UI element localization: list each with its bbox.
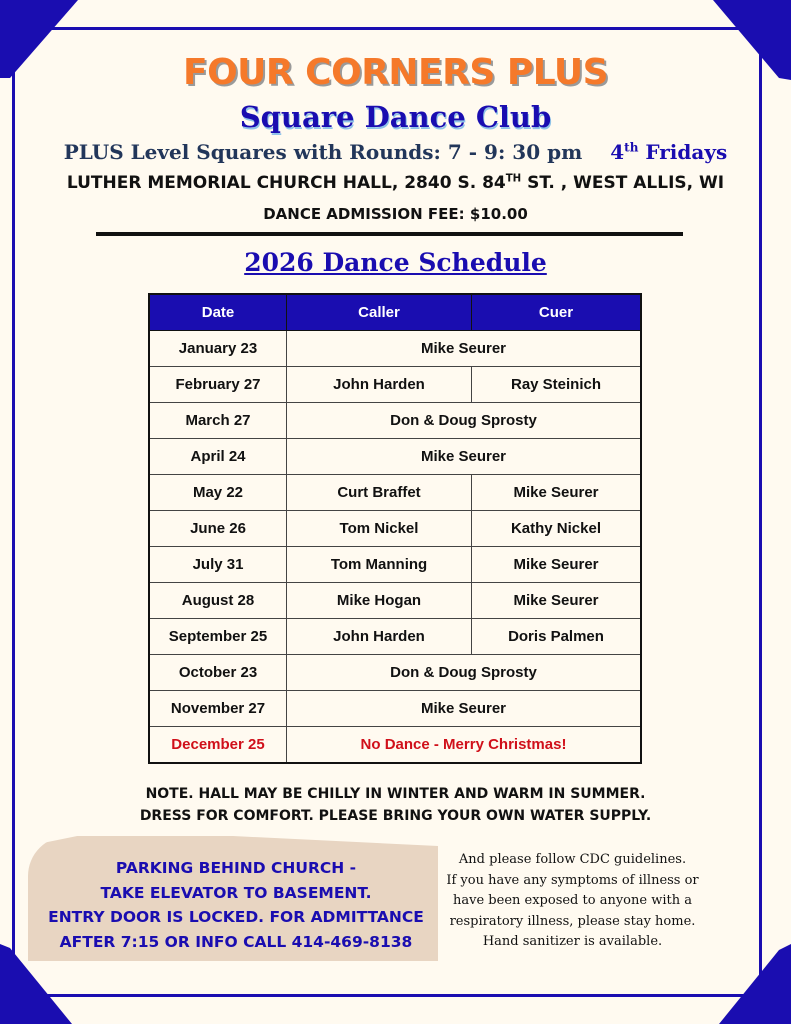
cuer-cell: Ray Steinich [472,367,642,403]
table-row [149,511,641,547]
frequency-sup: th [624,140,639,155]
caller-cell: Mike Hogan [287,583,472,619]
cuer-cell: Mike Seurer [472,475,642,511]
parking-line: PARKING BEHIND CHURCH - [115,859,357,877]
caller-cell: John Harden [287,367,472,403]
cuer-cell: Mike Seurer [472,547,642,583]
cuer-cell: Mike Seurer [472,583,642,619]
parking-line: TAKE ELEVATOR TO BASEMENT. [100,883,372,902]
address [0,173,791,193]
table-row [149,691,641,727]
health-line: have been exposed to anyone with a [453,893,692,908]
date-cell: August 28 [149,583,287,619]
table-row [149,655,641,691]
column-header-caller: Caller [287,294,472,331]
table-row [149,583,641,619]
health-line: If you have any symptoms of illness or [446,872,699,888]
divider [96,232,683,236]
table-header-row [149,294,641,331]
caller-cuer-cell: Mike Seurer [287,439,642,475]
date-cell: October 23 [149,655,287,691]
address-sup: TH [505,173,522,185]
caller-cuer-cell: No Dance - Merry Christmas! [287,727,642,764]
date-cell: September 25 [149,619,287,655]
table-row [149,619,641,655]
parking-line: AFTER 7:15 OR INFO CALL 414-469-8138 [59,932,413,951]
caller-cuer-cell: Mike Seurer [287,691,642,727]
date-cell: May 22 [149,475,287,511]
caller-cell: Tom Nickel [287,511,472,547]
table-row [149,439,641,475]
address-pre: LUTHER MEMORIAL CHURCH HALL, 2840 S. 84 [66,173,506,193]
schedule-title: 2026 Dance Schedule [244,248,547,277]
level-text: PLUS Level Squares with Rounds: 7 - 9: 30 pm [63,140,583,164]
club-subtitle: Square Dance Club [239,100,552,134]
level-line [0,140,791,164]
date-cell: December 25 [149,727,287,764]
date-cell: November 27 [149,691,287,727]
date-cell: January 23 [149,331,287,367]
table-row [149,403,641,439]
note [0,783,791,827]
admission-fee: DANCE ADMISSION FEE: $10.00 [263,205,528,223]
parking-info [28,856,444,954]
health-notice [440,850,705,953]
table-row [149,367,641,403]
caller-cell: John Harden [287,619,472,655]
date-cell: March 27 [149,403,287,439]
table-row [149,475,641,511]
table-row [149,331,641,367]
frequency [610,140,727,164]
caller-cuer-cell: Don & Doug Sprosty [287,403,642,439]
caller-cell: Curt Braffet [287,475,472,511]
caller-cuer-cell: Mike Seurer [287,331,642,367]
date-cell: February 27 [149,367,287,403]
health-line: Hand sanitizer is available. [482,934,663,949]
address-post: ST. , WEST ALLIS, WI [521,173,725,193]
frequency-word: Fridays [638,140,728,164]
schedule-table [148,293,642,764]
cuer-cell: Kathy Nickel [472,511,642,547]
caller-cell: Tom Manning [287,547,472,583]
table-row [149,547,641,583]
date-cell: June 26 [149,511,287,547]
parking-line: ENTRY DOOR IS LOCKED. FOR ADMITTANCE [48,908,424,926]
caller-cuer-cell: Don & Doug Sprosty [287,655,642,691]
health-line: respiratory illness, please stay home. [449,913,696,929]
date-cell: April 24 [149,439,287,475]
health-line: And please follow CDC guidelines. [458,852,687,867]
column-header-date: Date [149,294,287,331]
note-line-2: DRESS FOR COMFORT. PLEASE BRING YOUR OWN WATER SUPPLY. [139,808,652,824]
date-cell: July 31 [149,547,287,583]
note-line-1: NOTE. HALL MAY BE CHILLY IN WINTER AND WARM IN SUMMER. [145,786,646,802]
column-header-cuer: Cuer [472,294,642,331]
cuer-cell: Doris Palmen [472,619,642,655]
club-title: FOUR CORNERS PLUS [182,52,609,93]
frequency-num: 4 [610,140,625,164]
table-row [149,727,641,764]
